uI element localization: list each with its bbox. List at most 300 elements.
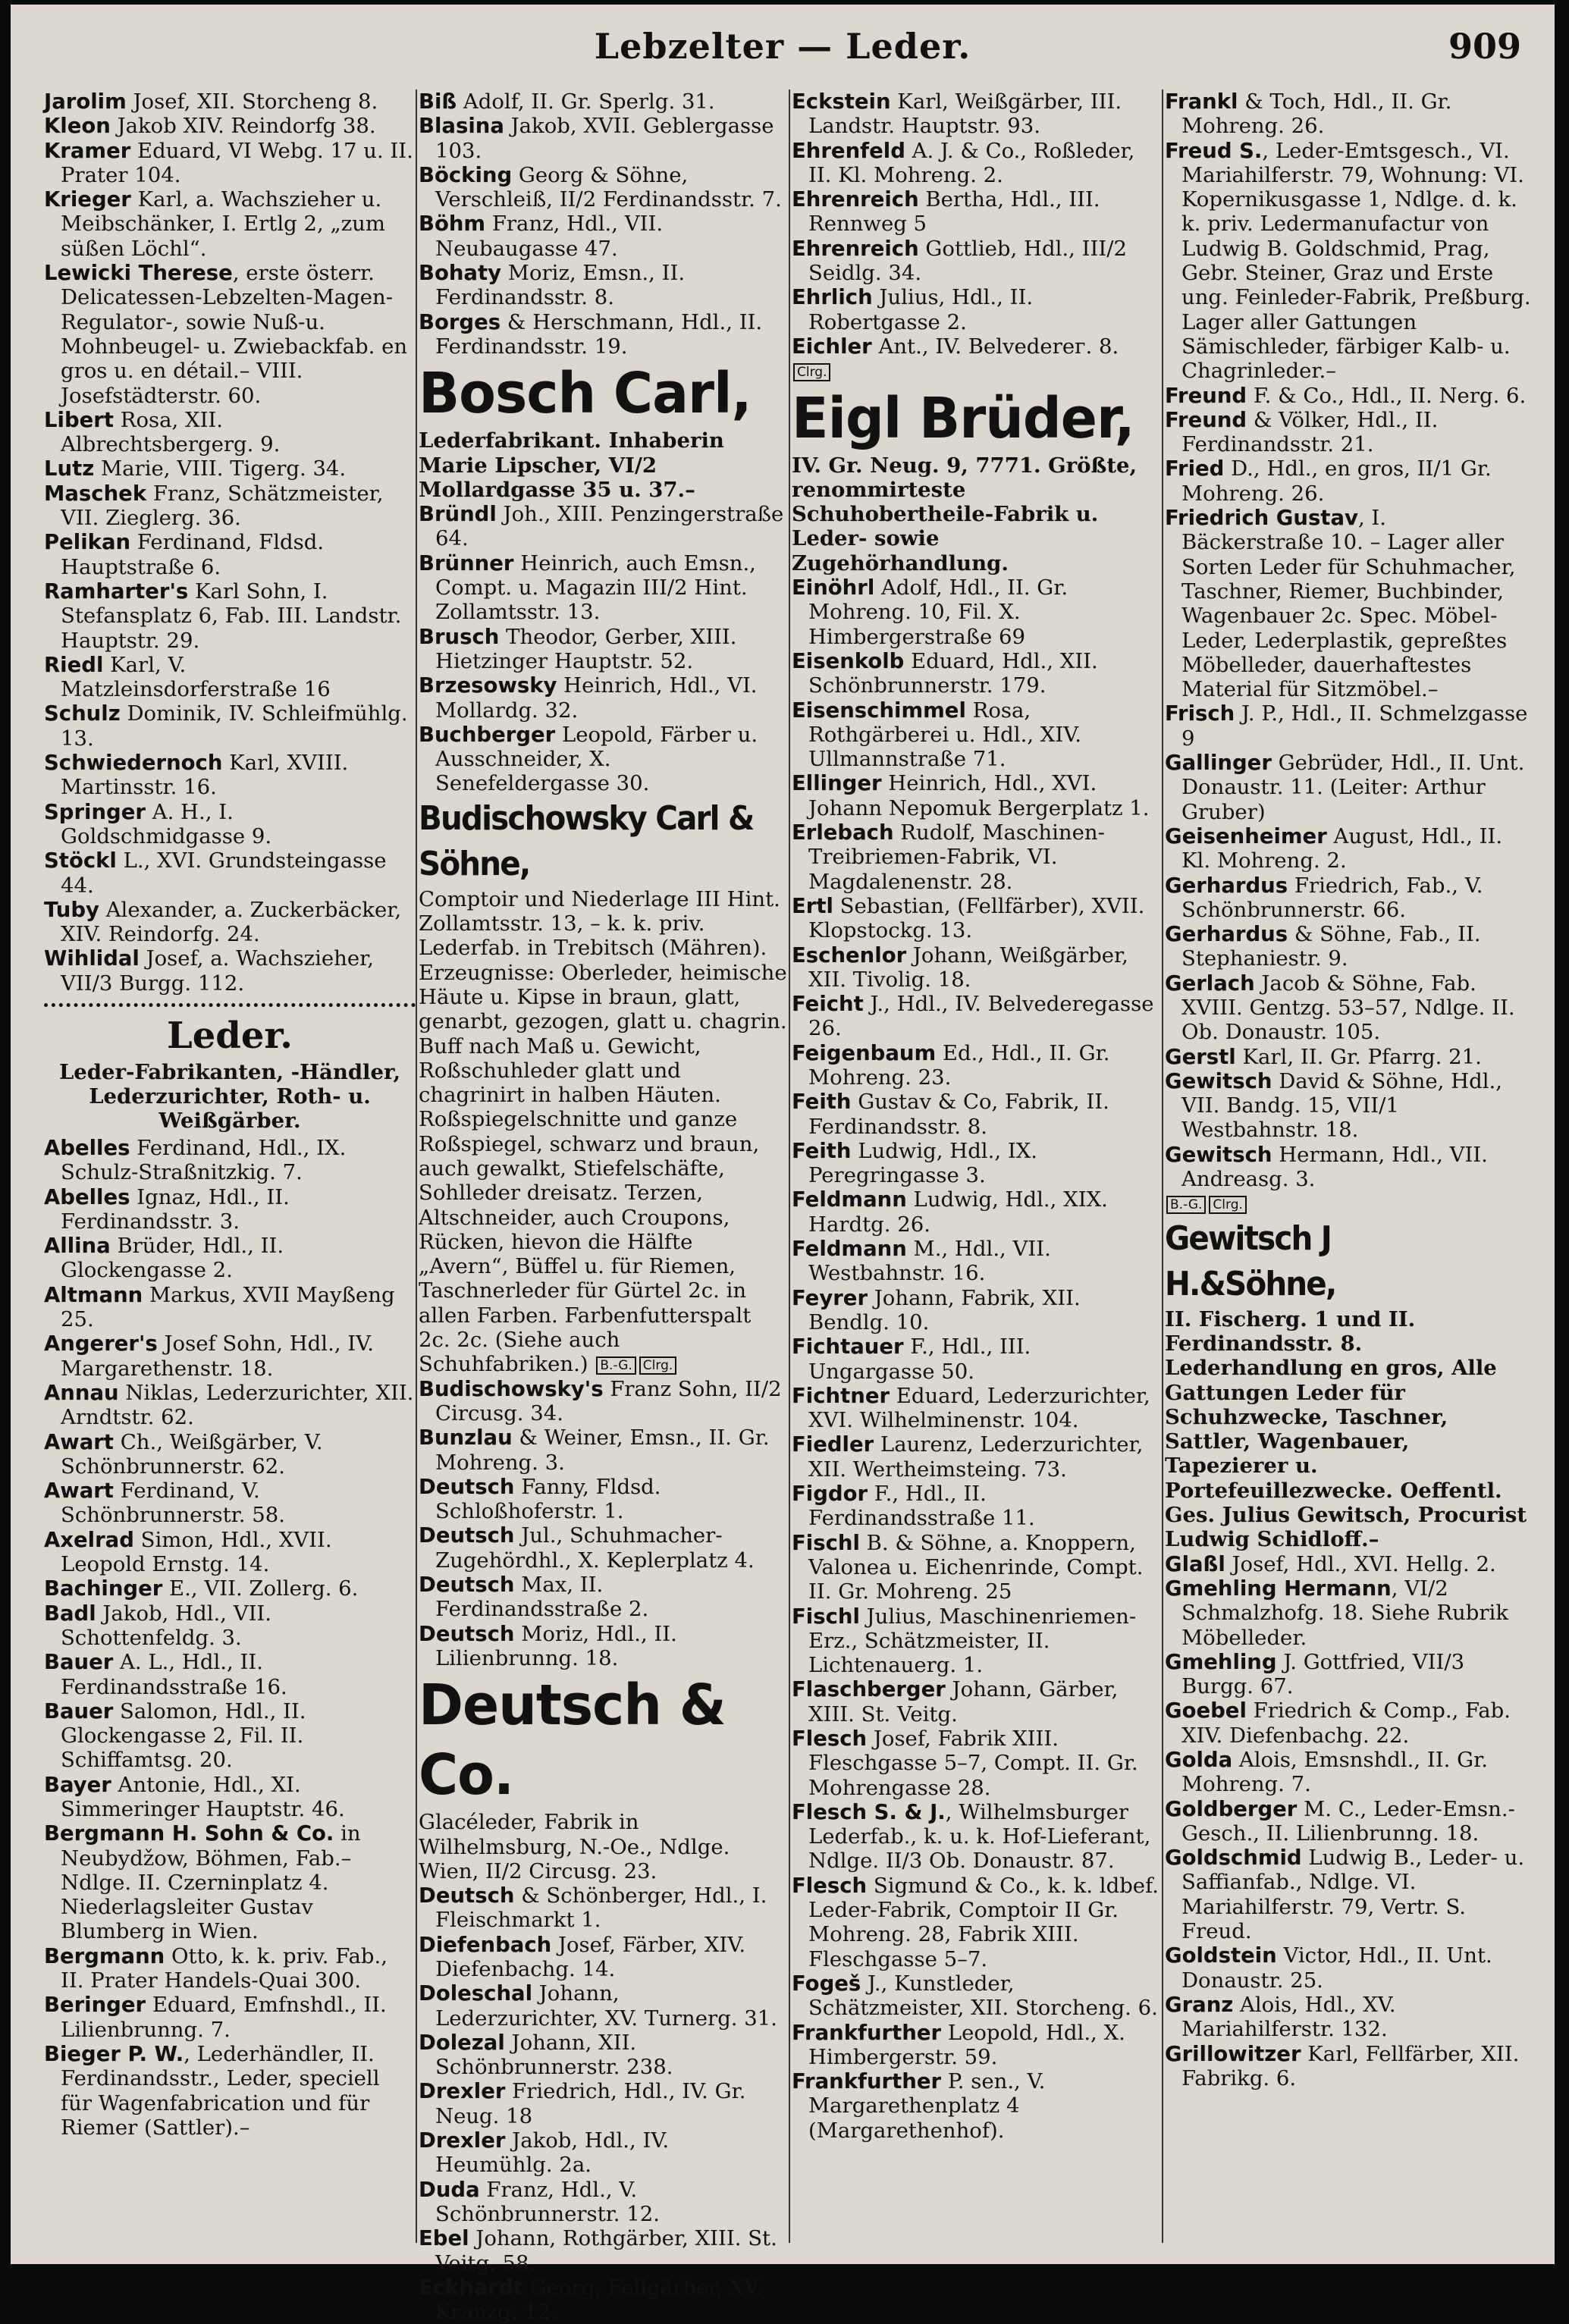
entry-details: Johann, Gärber, XIII. St. Veitg. xyxy=(808,1677,1119,1727)
entry-name: Bachinger xyxy=(44,1576,163,1601)
entry-details: in Neubydžow, Böhmen, Fab.–Ndlge. II. Czerninplatz 4. Niederlagsleiter Gustav Blumberg in Wien. xyxy=(61,1821,361,1944)
entry-name: Schulz xyxy=(44,701,121,726)
entry-details: Fanny, Fldsd. Schloßhoferstr. 1. xyxy=(435,1474,661,1524)
directory-entry xyxy=(419,2128,789,2178)
entry-name: Awart xyxy=(44,1429,114,1454)
entry-details: Moriz, Hdl., II. Lilienbrunng. 18. xyxy=(435,1621,677,1670)
entry-name: Frankl xyxy=(1165,89,1238,114)
entry-details: Josef Sohn, Hdl., IV. Margarethenstr. 18. xyxy=(61,1331,374,1381)
entry-details: Jacob & Söhne, Fab. XVIII. Gentzg. 53–57, Ndlge. II. Ob. Donaustr. 105. xyxy=(1181,971,1515,1045)
entry-details: Friedrich, Fab., V. Schönbrunnerstr. 66. xyxy=(1181,873,1483,922)
entry-details: Jakob XIV. Reindorfg 38. xyxy=(110,114,376,139)
entry-details: Niklas, Lederzurichter, XII. Arndtstr. 62. xyxy=(61,1380,414,1430)
directory-entry xyxy=(44,1234,416,1283)
entry-list xyxy=(419,89,789,359)
entry-name: Eichler xyxy=(792,334,872,359)
entry-details: Franz, Schätzmeister, VII. Zieglerg. 36. xyxy=(61,481,384,531)
entry-details: Karl Sohn, I. Stefansplatz 6, Fab. III. Landstr. Hauptstr. 29. xyxy=(61,579,402,653)
entry-name: Bohaty xyxy=(419,261,502,286)
directory-entry xyxy=(419,1981,789,2031)
entry-name: Friedrich Gustav xyxy=(1165,506,1358,531)
entry-name: Geisenheimer xyxy=(1165,823,1327,848)
entry-details: Heinrich, Hdl., XVI. Johann Nepomuk Bergerplatz 1. xyxy=(808,771,1150,820)
directory-entry xyxy=(44,897,416,947)
entry-list xyxy=(419,1883,789,2324)
entry-list xyxy=(44,89,416,996)
entry-details: & Herschmann, Hdl., II. Ferdinandsstr. 19. xyxy=(435,309,763,359)
directory-entry xyxy=(44,261,416,408)
directory-entry xyxy=(1165,506,1533,702)
entry-name: Ehrenreich xyxy=(792,236,919,261)
entry-name: Lewicki Therese xyxy=(44,261,233,286)
entry-name: Angerer's xyxy=(44,1331,158,1356)
directory-entry xyxy=(792,1482,1162,1531)
entry-name: Glaßl xyxy=(1165,1551,1225,1576)
entry-details: & Völker, Hdl., II. Ferdinandsstr. 21. xyxy=(1181,407,1439,457)
directory-page xyxy=(11,5,1555,2324)
entry-name: Deutsch xyxy=(419,1621,515,1646)
entry-name: Fichtauer xyxy=(792,1334,904,1360)
entry-list xyxy=(44,1136,416,2140)
directory-entry xyxy=(44,1331,416,1381)
directory-entry xyxy=(1165,1846,1533,1944)
directory-entry xyxy=(1165,456,1533,506)
entry-details: Gottlieb, Hdl., III/2 Seidlg. 34. xyxy=(808,236,1127,286)
entry-details: Antonie, Hdl., XI. Simmeringer Hauptstr. 46. xyxy=(61,1772,345,1821)
entry-name: Flesch xyxy=(792,1873,868,1898)
entry-details: J., Kunstleder, Schätzmeister, XII. Storcheng. 6. xyxy=(808,1971,1158,2021)
directory-entry xyxy=(419,1425,789,1475)
entry-details: Sebastian, (Fellfärber), XVII. Klopstockg. 13. xyxy=(808,893,1145,943)
entry-name: Flesch xyxy=(792,1727,868,1751)
directory-entry xyxy=(419,1932,789,1982)
directory-entry xyxy=(1165,89,1533,139)
directory-entry xyxy=(44,1772,416,1822)
directory-entry xyxy=(1165,701,1533,751)
entry-name: Fischl xyxy=(792,1530,860,1555)
entry-details: Leopold, Färber u. Ausschneider, X. Senefeldergasse 30. xyxy=(435,722,758,796)
directory-entry xyxy=(792,1334,1162,1384)
advert-block xyxy=(792,359,1162,576)
advert-title: Eigl Brüder, xyxy=(792,385,1134,451)
directory-entry xyxy=(792,820,1162,894)
entry-name: Goebel xyxy=(1165,1698,1247,1723)
entry-details: Markus, XVII Mayßeng 25. xyxy=(61,1282,395,1332)
entry-details: Alois, Emsnshdl., II. Gr. Mohreng. 7. xyxy=(1181,1748,1488,1797)
entry-name: Frankfurther xyxy=(792,2069,942,2094)
entry-details: Joh., XIII. Penzingerstraße 64. xyxy=(435,502,784,551)
entry-name: Badl xyxy=(44,1601,96,1626)
entry-name: Flaschberger xyxy=(792,1677,946,1702)
entry-name: Awart xyxy=(44,1479,114,1504)
entry-name: Ellinger xyxy=(792,771,882,796)
entry-name: Buchberger xyxy=(419,722,556,747)
directory-entry xyxy=(44,1943,416,1993)
directory-entry xyxy=(44,579,416,653)
directory-entry xyxy=(419,624,789,674)
entry-details: Friedrich & Comp., Fab. XIV. Diefenbachg. 22. xyxy=(1181,1698,1511,1748)
entry-details: Ignaz, Hdl., II. Ferdinandsstr. 3. xyxy=(61,1184,290,1234)
directory-entry xyxy=(1165,383,1533,408)
entry-name: Fiedler xyxy=(792,1432,874,1457)
directory-entry xyxy=(792,942,1162,993)
entry-details: A. H., I. Goldschmidgasse 9. xyxy=(61,799,272,848)
entry-name: Goldberger xyxy=(1165,1796,1298,1821)
directory-entry xyxy=(792,236,1162,286)
column-divider xyxy=(416,89,417,2243)
entry-name: Doleschal xyxy=(419,1981,533,2006)
entry-name: Krieger xyxy=(44,187,131,212)
directory-entry xyxy=(792,1799,1162,1874)
directory-entry xyxy=(44,1380,416,1430)
entry-details: Karl, Fellfärber, XII. Fabrikg. 6. xyxy=(1181,2041,1520,2090)
entry-details: David & Söhne, Hdl., VII. Bandg. 15, VII/1 Westbahnstr. 18. xyxy=(1181,1068,1502,1143)
directory-entry xyxy=(419,1376,789,1426)
directory-entry xyxy=(792,648,1162,698)
advert-body: Comptoir und Niederlage III Hint. Zollamtsstr. 13, – k. k. priv. Lederfab. in Trebitsch (Mähren). Erzeugnisse: Oberleder, heimische Häute u. Kipse in braun, glatt, genarbt, gezogen, glatt u. chagrin. Buff nach Maß u. Gewicht, Roßschuhleder glatt und chagrinirt in halben Häuten. Roßspiegelschnitte und ganze Roßspiegel, schwarz und braun, auch gewalkt, Stiefelschäfte, Sohlleder dreisatz. Terzen, Altschneider, auch Croupons, Rücken, hievon die Hälfte „Avern“, Büffel u. für Riemen, Taschnerleder für Gürtel 2c. in allen Farben. Farbenfutterspalt 2c. 2c. (Siehe auch Schuhfabriken.) xyxy=(419,886,787,1377)
entry-name: Feldmann xyxy=(792,1187,907,1212)
entry-name: Brusch xyxy=(419,624,500,649)
entry-name: Biß xyxy=(419,89,457,114)
directory-entry xyxy=(44,652,416,702)
directory-entry xyxy=(419,2079,789,2128)
entry-details: Rosa, Rothgärberei u. Hdl., XIV. Ullmannstraße 71. xyxy=(808,698,1082,772)
advert-text: II. Fischerg. 1 und II. Ferdinandsstr. 8. Lederhandlung en gros, Alle Gattungen Leder für Schuhzwecke, Taschner, Sattler, Wagenbauer, Tapezierer u. Portefeuillezwecke. Oeffentl. Ges. Julius Gewitsch, Procurist Ludwig Schidloff.– xyxy=(1165,1306,1527,1552)
entry-name: Fichtner xyxy=(792,1383,890,1408)
entry-name: Figdor xyxy=(792,1482,868,1507)
entry-name: Freud S. xyxy=(1165,138,1263,163)
entry-name: Golda xyxy=(1165,1748,1233,1772)
directory-entry xyxy=(1165,873,1533,923)
entry-name: Goldstein xyxy=(1165,1943,1277,1968)
advert-title: Deutsch & Co. xyxy=(419,1673,726,1808)
directory-entry xyxy=(792,1530,1162,1604)
directory-entry xyxy=(44,701,416,751)
entry-details: Georg & Söhne, Verschleiß, II/2 Ferdinandsstr. 7. xyxy=(435,162,782,212)
entry-name: Duda xyxy=(419,2177,480,2202)
entry-details: Julius, Maschinenriemen-Erz., Schätzmeister, II. Lichtenauerg. 1. xyxy=(808,1604,1137,1678)
entry-details: Ant., IV. Belvederег. 8. xyxy=(871,334,1119,359)
entry-details: Julius, Hdl., II. Robertgasse 2. xyxy=(808,285,1034,334)
badge: B.-G. xyxy=(596,1356,635,1375)
entry-name: Gerhardus xyxy=(1165,922,1288,947)
directory-entry xyxy=(792,1873,1162,1971)
entry-details: Ludwig, Hdl., XIX. Hardtg. 26. xyxy=(808,1187,1108,1237)
badge: Clrg. xyxy=(793,363,830,381)
advert-text: IV. Gr. Neug. 9, 7771. Größte, renommirteste Schuhobertheile-Fabrik u. Leder- sowie Zugehörhandlung. xyxy=(792,453,1138,576)
entry-name: Allina xyxy=(44,1234,111,1259)
entry-details: & Söhne, Fab., II. Stephaniestr. 9. xyxy=(1181,922,1481,971)
advert-text xyxy=(419,887,789,1377)
directory-entry xyxy=(1165,1796,1533,1846)
running-header: Lebzelter — Leder. xyxy=(594,26,971,67)
entry-details: Ferdinand, Fldsd. Hauptstraße 6. xyxy=(61,530,325,579)
directory-entry xyxy=(792,1187,1162,1237)
directory-entry xyxy=(44,1601,416,1651)
entry-details: Jakob, Hdl., VII. Schottenfeldg. 3. xyxy=(61,1601,272,1650)
entry-details: F. & Co., Hdl., II. Nerg. 6. xyxy=(1247,383,1527,408)
entry-details: Josef, Färber, XIV. Diefenbachg. 14. xyxy=(435,1932,746,1981)
directory-entry xyxy=(44,1184,416,1234)
entry-details: Ed., Hdl., II. Gr. Mohreng. 23. xyxy=(808,1040,1110,1090)
entry-name: Bergmann xyxy=(44,1943,165,1968)
directory-entry xyxy=(44,1282,416,1332)
section-title: Leder. xyxy=(167,1014,293,1057)
column-divider xyxy=(789,89,790,2243)
entry-name: Gerlach xyxy=(1165,971,1255,996)
directory-entry xyxy=(44,1993,416,2042)
entry-name: Riedl xyxy=(44,652,104,677)
directory-entry xyxy=(44,1527,416,1577)
entry-name: Tuby xyxy=(44,897,99,922)
entry-name: Drexler xyxy=(419,2128,506,2153)
entry-name: Blasina xyxy=(419,114,504,139)
directory-entry xyxy=(419,309,789,359)
entry-details: F., Hdl., III. Ungargasse 50. xyxy=(808,1334,1031,1384)
entry-name: Fogeš xyxy=(792,1971,861,1996)
badge: Clrg. xyxy=(639,1356,676,1375)
entry-name: Abelles xyxy=(44,1184,130,1209)
directory-entry xyxy=(792,2069,1162,2143)
entry-details: Adolf, II. Gr. Sperlg. 31. xyxy=(457,89,715,114)
directory-entry xyxy=(44,2041,416,2140)
directory-entry xyxy=(419,1621,789,1671)
directory-entry xyxy=(44,1479,416,1528)
directory-entry xyxy=(1165,2041,1533,2091)
directory-entry xyxy=(44,751,416,800)
directory-entry xyxy=(419,2030,789,2080)
entry-details: Karl, a. Wachszieher u. Meibschänker, I. Ertlg 2, „zum süßen Löchl“. xyxy=(61,187,385,261)
entry-details: Rudolf, Maschinen-Treibriemen-Fabrik, VI. Magdalenenstr. 28. xyxy=(808,820,1105,894)
directory-entry xyxy=(419,2177,789,2227)
entry-name: Ehrenfeld xyxy=(792,138,905,163)
entry-details: Gustav & Co, Fabrik, II. Ferdinandsstr. 8. xyxy=(808,1090,1109,1139)
directory-entry xyxy=(1165,1992,1533,2042)
entry-details: Ferdinand, Hdl., IX. Schulz-Straßnitzkig. 7. xyxy=(61,1135,347,1185)
entry-list xyxy=(419,1377,789,1671)
entry-name: Beringer xyxy=(44,1993,146,2018)
directory-entry xyxy=(1165,971,1533,1045)
entry-name: Kramer xyxy=(44,138,131,163)
directory-entry xyxy=(44,848,416,898)
entry-details: Gebrüder, Hdl., II. Unt. Donaustr. 11. (Leiter: Arthur Gruber) xyxy=(1181,751,1525,824)
entry-details: A. L., Hdl., II. Ferdinandsstraße 16. xyxy=(61,1650,287,1699)
entry-name: Ebel xyxy=(419,2226,469,2251)
entry-list xyxy=(792,89,1162,359)
directory-entry xyxy=(792,1285,1162,1335)
entry-name: Freund xyxy=(1165,407,1247,432)
entry-name: Deutsch xyxy=(419,1474,515,1499)
entry-details: Max, II. Ferdinandsstraße 2. xyxy=(435,1573,649,1622)
entry-details: Marie, VIII. Tigerg. 34. xyxy=(94,456,347,481)
entry-name: Feigenbaum xyxy=(792,1040,937,1065)
directory-entry xyxy=(792,89,1162,139)
directory-entry xyxy=(44,1576,416,1601)
entry-name: Fried xyxy=(1165,456,1225,481)
entry-details: Hermann, Hdl., VII. Andreasg. 3. xyxy=(1181,1142,1488,1192)
directory-entry xyxy=(792,1090,1162,1139)
column-divider xyxy=(1162,89,1163,2243)
directory-entry xyxy=(44,187,416,261)
entry-details: D., Hdl., en gros, II/1 Gr. Mohreng. 26. xyxy=(1181,456,1492,506)
entry-details: Eduard, Emfnshdl., II. Lilienbrunng. 7. xyxy=(61,1993,387,2042)
directory-entry xyxy=(792,1383,1162,1433)
directory-entry xyxy=(44,407,416,457)
entry-details: Brüder, Hdl., II. Glockengasse 2. xyxy=(61,1234,284,1283)
entry-name: Grillowitzer xyxy=(1165,2041,1301,2066)
entry-name: Wihlidal xyxy=(44,946,140,971)
entry-name: Eisenkolb xyxy=(792,648,905,673)
section-divider xyxy=(44,1003,416,1007)
entry-name: Dolezal xyxy=(419,2030,505,2055)
entry-details: & Schönberger, Hdl., I. Fleischmarkt 1. xyxy=(435,1883,767,1933)
entry-details: Eduard, Lederzurichter, XVI. Wilhelminenstr. 104. xyxy=(808,1383,1150,1433)
entry-name: Feith xyxy=(792,1138,852,1163)
directory-entry xyxy=(419,2226,789,2275)
entry-list xyxy=(1165,1552,1533,2091)
entry-details: Franz, Hdl., V. Schönbrunnerstr. 12. xyxy=(435,2177,661,2226)
directory-entry xyxy=(792,771,1162,820)
badge: B.-G. xyxy=(1166,1196,1206,1214)
entry-name: Ehrenreich xyxy=(792,187,919,212)
entry-name: Böcking xyxy=(419,162,513,187)
directory-entry xyxy=(792,698,1162,772)
entry-details: L., XVI. Grundsteingasse 44. xyxy=(61,848,387,898)
entry-details: Ferdinand, V. Schönbrunnerstr. 58. xyxy=(61,1479,286,1528)
directory-entry xyxy=(792,1040,1162,1090)
directory-entry xyxy=(1165,1044,1533,1069)
entry-details: Georg, Fellgärber, XV. Kranzg. 12. xyxy=(435,2275,763,2324)
directory-entry xyxy=(792,285,1162,334)
entry-details: , I. Bäckerstraße 10. – Lager aller Sorten Leder für Schuhmacher, Taschner, Riemer, Buchbinder, Wagenbauer 2c. Spec. Möbel-Leder, Lederplastik, gepreßtes Möbelleder, dauerhaftestes Material für Sitzmöbel.– xyxy=(1181,506,1516,702)
directory-entry xyxy=(44,138,416,188)
entry-name: Jarolim xyxy=(44,89,127,114)
advert-title: Bosch Carl, xyxy=(419,361,752,427)
entry-name: Budischowsky's xyxy=(419,1376,604,1401)
entry-details: Friedrich, Hdl., IV. Gr. Neug. 18 xyxy=(435,2079,746,2128)
entry-details: Karl, V. Matzleinsdorferstraße 16 xyxy=(61,652,331,702)
directory-entry xyxy=(1165,1068,1533,1143)
directory-entry xyxy=(44,799,416,849)
entry-details: J., Hdl., IV. Belvederegasse 26. xyxy=(808,992,1154,1041)
directory-entry xyxy=(1165,138,1533,384)
entry-details: Josef, XII. Storcheng 8. xyxy=(126,89,378,114)
entry-name: Flesch S. & J. xyxy=(792,1799,946,1824)
entry-name: Gerhardus xyxy=(1165,873,1288,898)
entry-details: J. Gottfried, VII/3 Burgg. 67. xyxy=(1181,1649,1465,1699)
entry-details: Johann, Lederzurichter, XV. Turnerg. 31. xyxy=(435,1981,778,2031)
entry-name: Abelles xyxy=(44,1135,130,1160)
entry-details: August, Hdl., II. Kl. Mohreng. 2. xyxy=(1181,823,1503,873)
entry-details: M. C., Leder-Emsn.-Gesch., II. Lilienbrunng. 18. xyxy=(1181,1796,1515,1846)
entry-name: Deutsch xyxy=(419,1883,515,1908)
directory-entry xyxy=(419,1474,789,1524)
directory-entry xyxy=(44,481,416,531)
entry-name: Brünner xyxy=(419,550,514,576)
entry-details: , Leder-Emtsgesch., VI. Mariahilferstr. 79, Wohnung: VI. Kopernikusgasse 1, Ndlge. d. k. k. priv. Ledermanufactur von Ludwig B. Goldschmid, Prag, Gebr. Steiner, Graz und Erste ung. Feinleder-Fabrik, Preßburg. Lager aller Gattungen Sämischleder, färbiger Kalb- u. Chagrinleder.– xyxy=(1181,138,1531,384)
directory-entry xyxy=(1165,1943,1533,1993)
entry-details: Leopold, Hdl., X. Himbergerstr. 59. xyxy=(808,2020,1125,2069)
entry-name: Pelikan xyxy=(44,530,131,555)
entry-details: Heinrich, Hdl., VI. Mollardg. 32. xyxy=(435,673,758,723)
directory-entry xyxy=(44,1821,416,1944)
entry-name: Springer xyxy=(44,799,146,824)
entry-details: Sigmund & Co., k. k. ldbef. Leder-Fabrik, Comptoir II Gr. Mohreng. 28, Fabrik XIII. Fleschgasse 5–7. xyxy=(808,1873,1159,1971)
directory-entry xyxy=(419,1883,789,1933)
entry-list xyxy=(792,576,1162,2143)
entry-name: Feicht xyxy=(792,992,864,1017)
entry-name: Ramharter's xyxy=(44,579,189,604)
entry-details: Victor, Hdl., II. Unt. Donaustr. 25. xyxy=(1181,1943,1492,1993)
entry-name: Bergmann H. Sohn & Co. xyxy=(44,1821,334,1846)
entry-name: Gewitsch xyxy=(1165,1142,1272,1167)
directory-entry xyxy=(792,1727,1162,1800)
directory-entry xyxy=(44,530,416,579)
entry-details: Laurenz, Lederzurichter, XII. Wertheimsteing. 73. xyxy=(808,1432,1144,1482)
entry-details: Josef, Hdl., XVI. Hellg. 2. xyxy=(1225,1551,1496,1576)
column-4 xyxy=(1165,89,1533,2258)
entry-details: Karl, XVIII. Martinsstr. 16. xyxy=(61,751,349,800)
entry-details: Karl, Weißgärber, III. Landstr. Hauptstr. 93. xyxy=(808,89,1122,139)
directory-entry xyxy=(792,1971,1162,2021)
entry-details: & Toch, Hdl., II. Gr. Mohreng. 26. xyxy=(1181,89,1452,139)
entry-details: P. sen., V. Margarethenplatz 4 (Margarethenhof). xyxy=(808,2069,1046,2143)
entry-details: Josef, Fabrik XIII. Fleschgasse 5–7, Compt. II. Gr. Mohrengasse 28. xyxy=(808,1727,1138,1800)
entry-name: Freund xyxy=(1165,383,1247,408)
column-1 xyxy=(44,89,416,2258)
entry-details: Johann, Rothgärber, XIII. St. Veitg. 58. xyxy=(435,2226,777,2275)
directory-entry xyxy=(1165,1649,1533,1699)
directory-entry xyxy=(419,673,789,723)
directory-entry xyxy=(44,1135,416,1185)
entry-name: Gewitsch xyxy=(1165,1068,1272,1093)
entry-details: Johann, Fabrik, XII. Bendlg. 10. xyxy=(808,1285,1081,1334)
entry-name: Diefenbach xyxy=(419,1932,552,1957)
entry-details: Alois, Hdl., XV. Mariahilferstr. 132. xyxy=(1181,1992,1396,2042)
entry-details: B. & Söhne, a. Knoppern, Valonea u. Eichenrinde, Compt. II. Gr. Mohreng. 25 xyxy=(808,1530,1144,1604)
entry-name: Deutsch xyxy=(419,1523,515,1548)
entry-details: F., Hdl., II. Ferdinandsstraße 11. xyxy=(808,1482,1035,1531)
entry-details: Jakob, XVII. Geblergasse 103. xyxy=(435,114,774,163)
directory-entry xyxy=(1165,407,1533,457)
directory-entry xyxy=(419,722,789,796)
directory-entry xyxy=(792,992,1162,1041)
entry-details: Eduard, VI Webg. 17 u. II. Prater 104. xyxy=(61,138,413,187)
entry-list xyxy=(1165,89,1533,1191)
entry-details: , VI/2 Schmalzhofg. 18. Siehe Rubrik Möbelleder. xyxy=(1181,1576,1508,1650)
entry-name: Lutz xyxy=(44,456,95,481)
directory-entry xyxy=(419,550,789,625)
section-subtitle: Leder-Fabrikanten, -Händler, Lederzurichter, Roth- u. Weißgärber. xyxy=(58,1059,401,1133)
directory-entry xyxy=(44,1650,416,1699)
entry-details: Adolf, Hdl., II. Gr. Mohreng. 10, Fil. X. Himbergerstraße 69 xyxy=(808,576,1068,649)
entry-name: Böhm xyxy=(419,212,486,237)
entry-details: E., VII. Zollerg. 6. xyxy=(162,1576,359,1601)
directory-entry xyxy=(1165,1576,1533,1650)
entry-details: Franz Sohn, II/2 Circusg. 34. xyxy=(435,1376,782,1425)
entry-name: Deutsch xyxy=(419,1573,515,1598)
entry-details: M., Hdl., VII. Westbahnstr. 16. xyxy=(808,1237,1051,1286)
directory-entry xyxy=(792,1604,1162,1678)
entry-details: Simon, Hdl., XVII. Leopold Ernstg. 14. xyxy=(61,1527,332,1577)
entry-name: Bunzlau xyxy=(419,1425,513,1451)
entry-name: Einöhrl xyxy=(792,576,875,601)
column-3 xyxy=(792,89,1162,2258)
entry-name: Gerstl xyxy=(1165,1044,1236,1069)
entry-name: Gallinger xyxy=(1165,751,1272,776)
directory-entry xyxy=(44,114,416,139)
directory-entry xyxy=(44,456,416,481)
